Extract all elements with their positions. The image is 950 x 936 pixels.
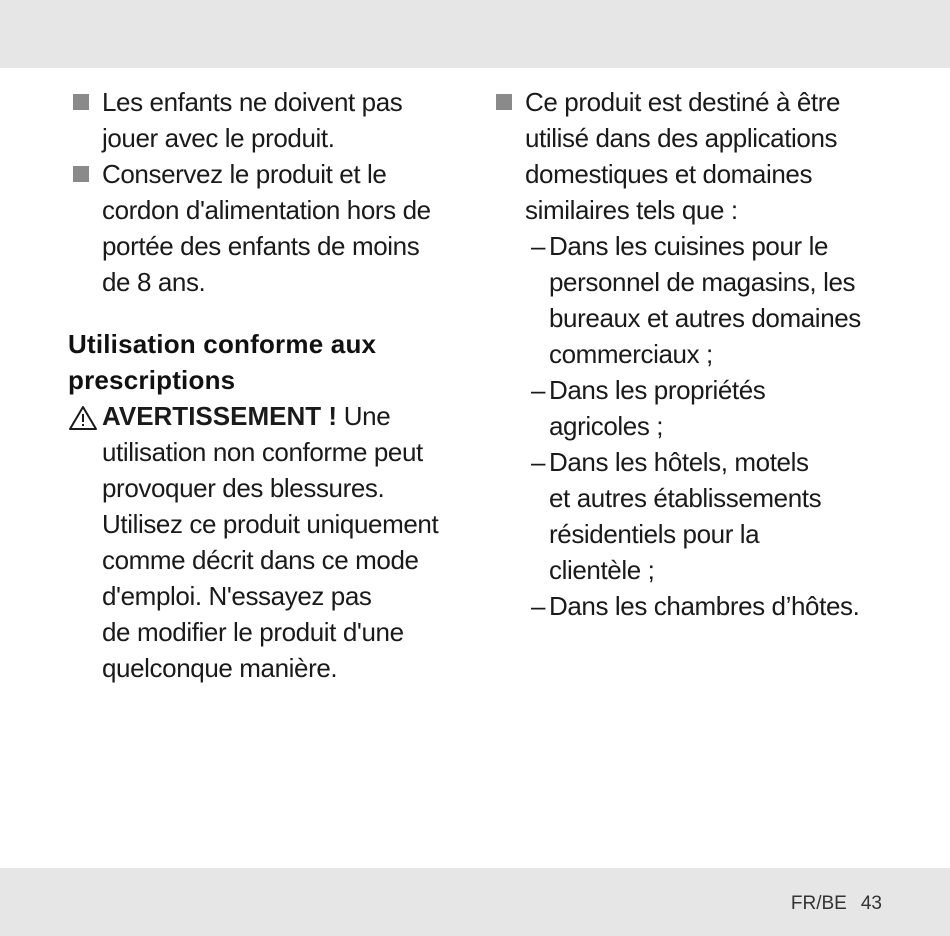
text-line: Dans les hôtels, motels xyxy=(549,447,809,477)
text-line: agricoles ; xyxy=(549,411,664,441)
text-line: clientèle ; xyxy=(549,555,655,585)
square-bullet-icon xyxy=(73,166,89,182)
section-heading xyxy=(68,326,468,398)
dash-marker: – xyxy=(531,591,546,621)
text-line: Dans les chambres d’hôtes. xyxy=(549,591,860,621)
top-band xyxy=(0,0,950,68)
page-footer xyxy=(791,892,882,916)
dash-list-item xyxy=(491,228,911,372)
square-bullet-icon xyxy=(496,94,512,110)
text-line: similaires tels que : xyxy=(525,195,738,225)
square-bullet-icon xyxy=(73,94,89,110)
text-line: quelconque manière. xyxy=(102,653,338,683)
text-line: provoquer des blessures. xyxy=(102,473,385,503)
text-line: Dans les cuisines pour le xyxy=(549,231,829,261)
text-line: Les enfants ne doivent pas xyxy=(102,87,403,117)
dash-list-item xyxy=(491,372,911,444)
warning-text: Une xyxy=(336,401,391,431)
heading-line: Utilisation conforme aux xyxy=(68,329,377,359)
right-column xyxy=(491,84,911,624)
bullet-item xyxy=(68,84,468,156)
heading-line: prescriptions xyxy=(68,365,236,395)
dash-marker: – xyxy=(531,375,546,405)
warning-label: AVERTISSEMENT ! xyxy=(102,401,337,431)
text-line: Ce produit est destiné à être xyxy=(525,87,841,117)
text-line: utilisé dans des applications xyxy=(525,123,838,153)
text-line: cordon d'alimentation hors de xyxy=(102,195,431,225)
left-column xyxy=(68,84,468,686)
dash-list-item xyxy=(491,444,911,588)
text-line: commerciaux ; xyxy=(549,339,713,369)
text-line: et autres établissements xyxy=(549,483,822,513)
bullet-item xyxy=(68,156,468,300)
text-line: de modifier le produit d'une xyxy=(102,617,404,647)
text-line: résidentiels pour la xyxy=(549,519,760,549)
text-line: domestiques et domaines xyxy=(525,159,813,189)
text-line: de 8 ans. xyxy=(102,267,206,297)
page-number: 43 xyxy=(860,893,882,914)
warning-triangle-icon xyxy=(68,405,98,431)
bullet-item xyxy=(491,84,911,228)
dash-marker: – xyxy=(531,447,546,477)
footer-locale: FR/BE xyxy=(790,893,847,914)
text-line: bureaux et autres domaines xyxy=(549,303,861,333)
warning-first-line xyxy=(102,398,468,434)
text-line: Conservez le produit et le xyxy=(102,159,387,189)
text-line: personnel de magasins, les xyxy=(549,267,856,297)
text-line: Utilisez ce produit uniquement xyxy=(102,509,439,539)
warning-block xyxy=(68,398,468,686)
text-line: jouer avec le produit. xyxy=(102,123,335,153)
text-line: comme décrit dans ce mode xyxy=(102,545,419,575)
dash-marker: – xyxy=(531,231,546,261)
text-line: Dans les propriétés xyxy=(549,375,766,405)
text-line: utilisation non conforme peut xyxy=(102,437,423,467)
text-line: portée des enfants de moins xyxy=(102,231,420,261)
text-line: d'emploi. N'essayez pas xyxy=(102,581,372,611)
dash-list-item xyxy=(491,588,911,624)
